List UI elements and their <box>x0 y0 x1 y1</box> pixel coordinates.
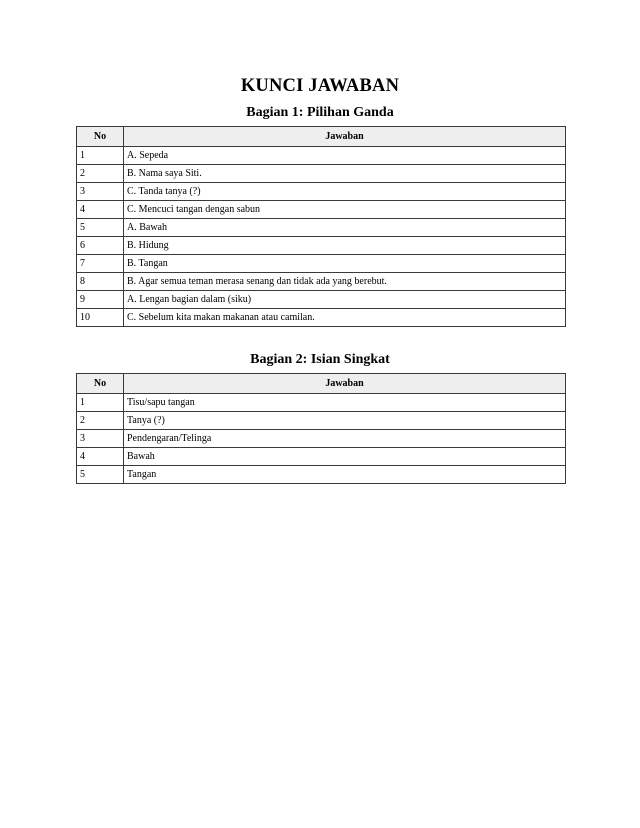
column-header-no: No <box>77 127 124 147</box>
row-number: 5 <box>77 219 124 237</box>
multiple-choice-answer-table <box>76 126 566 327</box>
table-header-row <box>77 127 566 147</box>
row-number: 3 <box>77 183 124 201</box>
row-answer: Tisu/sapu tangan <box>124 394 566 412</box>
row-number: 7 <box>77 255 124 273</box>
row-number: 2 <box>77 165 124 183</box>
table-row <box>77 291 566 309</box>
row-answer: Bawah <box>124 448 566 466</box>
table-row <box>77 394 566 412</box>
row-answer: B. Hidung <box>124 237 566 255</box>
row-answer: Tangan <box>124 466 566 484</box>
table-row <box>77 255 566 273</box>
row-number: 4 <box>77 201 124 219</box>
section-2-heading: Bagian 2: Isian Singkat <box>250 352 390 367</box>
page-title: KUNCI JAWABAN <box>240 76 400 96</box>
row-number: 8 <box>77 273 124 291</box>
row-answer: C. Sebelum kita makan makanan atau camilan. <box>124 309 566 327</box>
table-row <box>77 165 566 183</box>
row-answer: C. Tanda tanya (?) <box>124 183 566 201</box>
row-number: 10 <box>77 309 124 327</box>
table-row <box>77 448 566 466</box>
table-row <box>77 147 566 165</box>
table-row <box>77 219 566 237</box>
table-row <box>77 183 566 201</box>
table-row <box>77 309 566 327</box>
row-answer: A. Bawah <box>124 219 566 237</box>
row-answer: B. Tangan <box>124 255 566 273</box>
section-1-heading: Bagian 1: Pilihan Ganda <box>246 105 394 120</box>
row-number: 1 <box>77 394 124 412</box>
table-row <box>77 466 566 484</box>
row-answer: B. Agar semua teman merasa senang dan tidak ada yang berebut. <box>124 273 566 291</box>
table-row <box>77 412 566 430</box>
short-answer-table <box>76 373 566 484</box>
row-number: 2 <box>77 412 124 430</box>
row-answer: B. Nama saya Siti. <box>124 165 566 183</box>
table-body <box>77 394 566 484</box>
row-number: 6 <box>77 237 124 255</box>
column-header-no: No <box>77 374 124 394</box>
table-row <box>77 237 566 255</box>
row-number: 9 <box>77 291 124 309</box>
row-answer: A. Lengan bagian dalam (siku) <box>124 291 566 309</box>
row-answer: A. Sepeda <box>124 147 566 165</box>
row-number: 5 <box>77 466 124 484</box>
row-number: 1 <box>77 147 124 165</box>
row-answer: Pendengaran/Telinga <box>124 430 566 448</box>
row-answer: Tanya (?) <box>124 412 566 430</box>
table-row <box>77 430 566 448</box>
table-body <box>77 147 566 327</box>
table-row <box>77 273 566 291</box>
row-number: 4 <box>77 448 124 466</box>
column-header-answer: Jawaban <box>124 374 566 394</box>
column-header-answer: Jawaban <box>124 127 566 147</box>
table-header-row <box>77 374 566 394</box>
table-row <box>77 201 566 219</box>
row-number: 3 <box>77 430 124 448</box>
row-answer: C. Mencuci tangan dengan sabun <box>124 201 566 219</box>
